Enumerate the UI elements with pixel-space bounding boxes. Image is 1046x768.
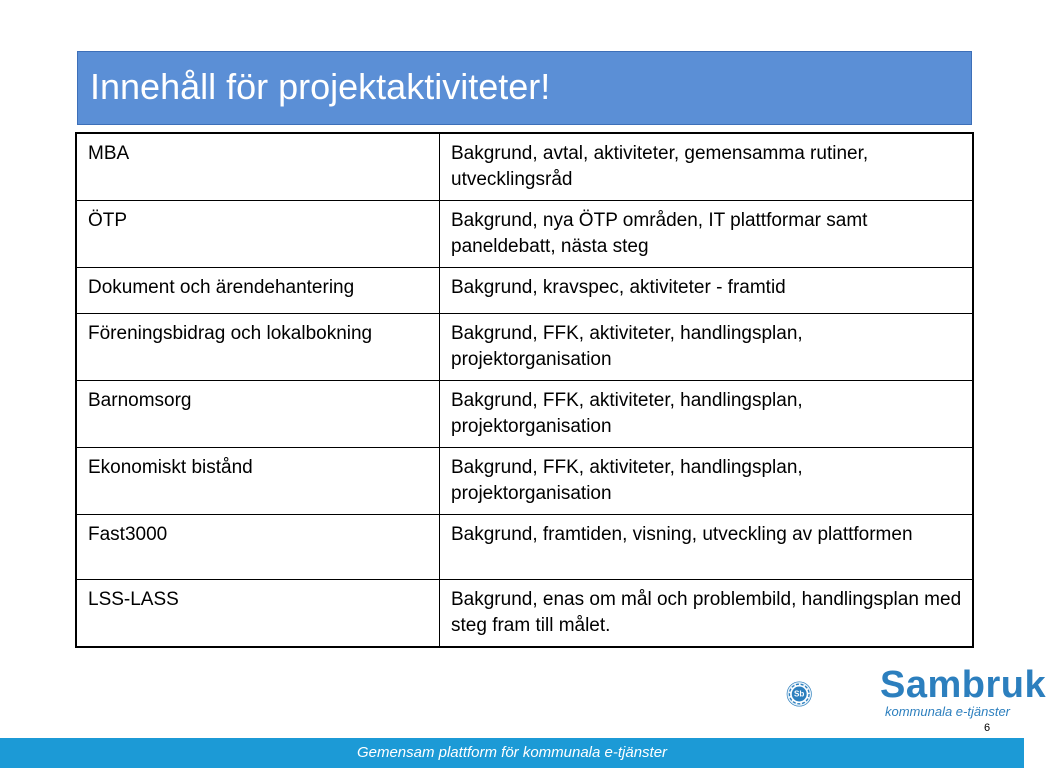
slide-title: Innehåll för projektaktiviteter! [90,66,551,107]
area-cell: Ekonomiskt bistånd [76,448,440,515]
table-row [76,381,973,448]
content-cell: Bakgrund, FFK, aktiviteter, handlingsplan, projektorganisation [440,448,974,515]
footer-text: Gemensam plattform för kommunala e-tjänster [356,744,668,761]
area-cell: Föreningsbidrag och lokalbokning [76,314,440,381]
table-row [76,314,973,381]
logo-name: Sambruk [880,664,1046,706]
content-cell: Bakgrund, FFK, aktiviteter, handlingsplan, projektorganisation [440,381,974,448]
logo-tagline: kommunala e-tjänster [885,704,1010,719]
footer-bar [0,738,1024,768]
table-row [76,201,973,268]
area-cell: Fast3000 [76,515,440,580]
table-row [76,268,973,314]
content-cell: Bakgrund, avtal, aktiviteter, gemensamma rutiner, utvecklingsråd [440,133,974,201]
page-number: 6 [984,722,991,734]
area-cell: Barnomsorg [76,381,440,448]
table-row [76,580,973,648]
sambruk-logo-mark [786,655,866,733]
area-cell: Dokument och ärendehantering [76,268,440,314]
activities-table [75,132,974,648]
content-cell: Bakgrund, framtiden, visning, utveckling av plattformen [440,515,974,580]
table-row [76,133,973,201]
content-cell: Bakgrund, enas om mål och problembild, handlingsplan med steg fram till målet. [440,580,974,648]
table-row [76,515,973,580]
area-cell: MBA [76,133,440,201]
content-cell: Bakgrund, FFK, aktiviteter, handlingsplan, projektorganisation [440,314,974,381]
table-row [76,448,973,515]
sambruk-emblem-letters: Sb [794,689,805,699]
slide-title-box [77,51,972,125]
area-cell: LSS-LASS [76,580,440,648]
area-cell: ÖTP [76,201,440,268]
content-cell: Bakgrund, nya ÖTP områden, IT plattformar samt paneldebatt, nästa steg [440,201,974,268]
content-cell: Bakgrund, kravspec, aktiviteter - framtid [440,268,974,314]
sambruk-emblem-icon [787,682,811,706]
